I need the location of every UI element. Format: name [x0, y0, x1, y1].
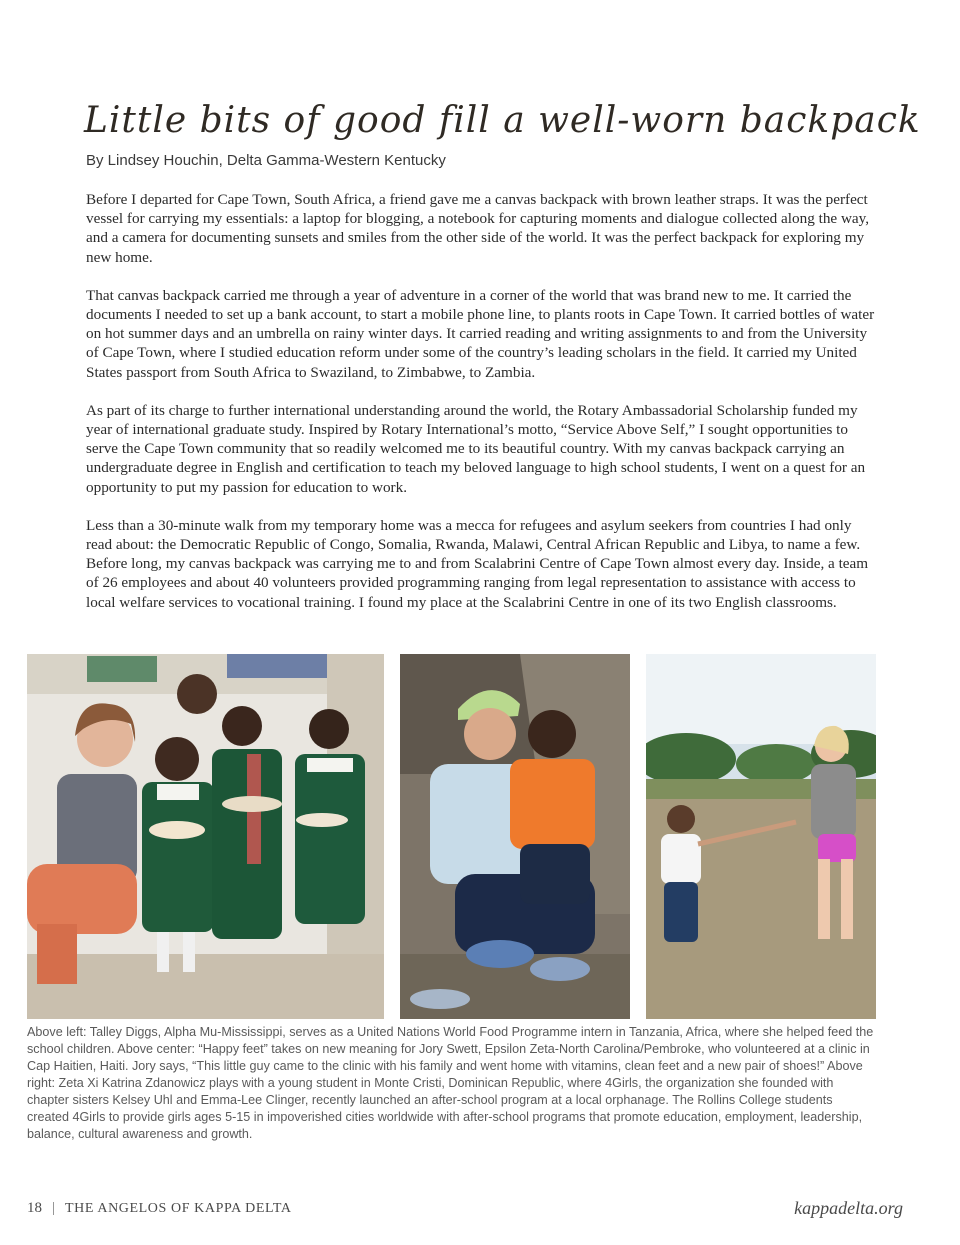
website-link[interactable]: kappadelta.org: [794, 1198, 903, 1218]
article-body: [86, 190, 880, 631]
photo-center-haiti: [400, 654, 630, 1019]
footer-separator: |: [52, 1200, 56, 1216]
paragraph: As part of its charge to further international understanding around the world, the Rotary Ambassadorial Scholarship funded my year of international graduate study. Inspired by Rotary International’s motto, “Service Above Self,” I sought opportunities to serve the Cape Town community that so readily welcomed me to its beautiful country. With my canvas backpack carrying an undergraduate degree in English and certification to teach my beloved language to high school students, I went on a quest for an opportunity to put my passion for education to work.: [86, 401, 866, 496]
magazine-name: THE ANGELOS OF KAPPA DELTA: [65, 1200, 292, 1216]
photo-right-dominican: [646, 654, 876, 1019]
photo-caption: Above left: Talley Diggs, Alpha Mu-Mississippi, serves as a United Nations World Food Programme intern in Tanzania, Africa, where she helped feed the school children. Above center: “Happy feet” takes on new meaning for Jory Swett, Epsilon Zeta-North Carolina/Pembroke, who volunteered at a clinic in Cap Haitien, Haiti. Jory says, “This little guy came to the clinic with his family and went home with vitamins, clean feet and a new pair of shoes!” Above right: Zeta Xi Katrina Zdanowicz plays with a young student in Monte Cristi, Dominican Republic, where 4Girls, the organization she founded with chapter sisters Kelsey Uhl and Emma-Lee Clinger, recently launched an after-school program at a local orphanage. The Rollins College students created 4Girls to provide girls ages 5-15 in impoverished cities worldwide with after-school programs that promote education, employment, leadership, balance, cultural awareness and growth.: [27, 1025, 874, 1141]
paragraph: Less than a 30-minute walk from my temporary home was a mecca for refugees and asylum seekers from countries I had only read about: the Democratic Republic of Congo, Somalia, Rwanda, Malawi, Central African Republic and Libya, to name a few. Before long, my canvas backpack was carrying me to and from Scalabrini Centre of Cape Town almost every day. Inside, a team of 26 employees and about 40 volunteers provided programming ranging from legal representation to assistance with access to local welfare services to vocational training. I found my place at the Scalabrini Centre in one of its two English classrooms.: [86, 516, 869, 611]
page-number: 18: [27, 1200, 42, 1216]
photo-left-tanzania: [27, 654, 384, 1019]
paragraph: That canvas backpack carried me through a year of adventure in a corner of the world that was brand new to me. It carried the documents I needed to set up a bank account, to start a mobile phone line, to plants roots in Cape Town. It carried bottles of water on hot summer days and an umbrella on rainy winter days. It carried reading and writing assignments to and from the University of Cape Town, where I studied education reform under some of the country’s leading scholars in the field. It carried my United States passport from South Africa to Swaziland, to Zimbabwe, to Zambia.: [86, 286, 875, 381]
paragraph: Before I departed for Cape Town, South Africa, a friend gave me a canvas backpack with brown leather straps. It was the perfect vessel for carrying my essentials: a laptop for blogging, a notebook for capturing moments and dialogue collected along the way, and a camera for documenting sunsets and smiles from the other side of the world. It was the perfect backpack for exploring my new home.: [86, 191, 870, 266]
footer-left: [27, 1200, 292, 1217]
byline: By Lindsey Houchin, Delta Gamma-Western Kentucky: [86, 152, 446, 169]
article-title: Little bits of good fill a well-worn backpack: [84, 100, 921, 141]
